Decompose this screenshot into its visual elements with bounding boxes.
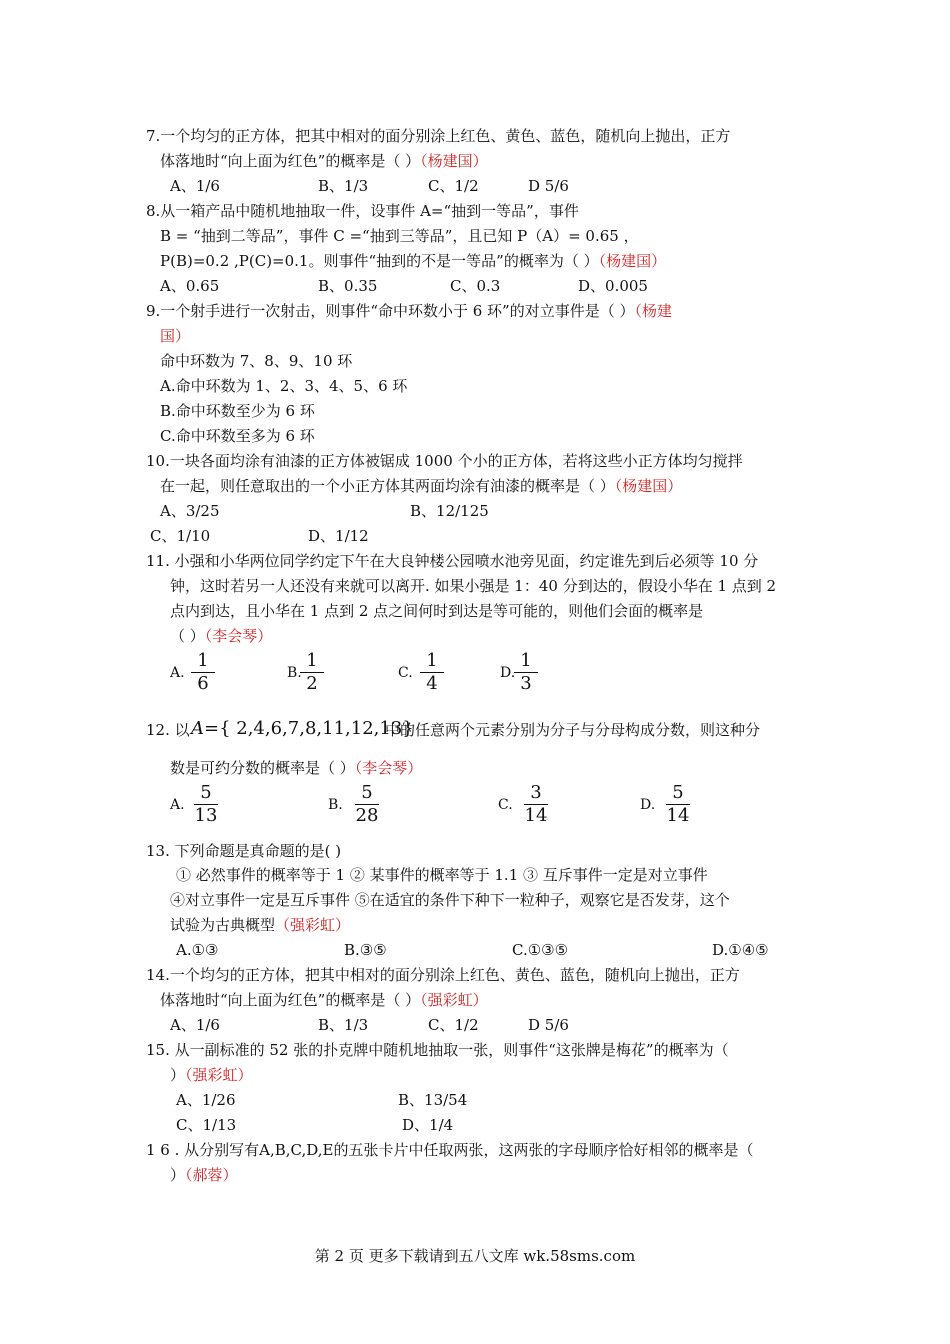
numerator: 5 [355, 783, 379, 805]
q15-option-a: A、1/26 [176, 1091, 236, 1109]
q15-author: （强彩虹） [185, 1066, 253, 1084]
q11-label-a: A. [170, 665, 185, 681]
q9-option-a: A.命中环数为 1、2、3、4、5、6 环 [160, 377, 408, 395]
q16-line1: 1 6 . 从分别写有A,B,C,D,E的五张卡片中任取两张，这两张的字母顺序恰好相邻的概率是（ [146, 1141, 754, 1159]
q12-set-body: ={ 2,4,6,7,8,11,12,13} [204, 718, 414, 739]
q15-line1: 15. 从一副标准的 52 张的扑克牌中随机地抽取一张，则事件“这张牌是梅花”的概率为（ [146, 1041, 729, 1059]
q12-label-b: B. [328, 797, 343, 813]
q12-line1-rest: 中的任意两个元素分别为分子与分母构成分数，则这种分 [385, 721, 761, 739]
q10-option-c: C、1/10 [150, 527, 211, 545]
numerator: 1 [514, 651, 538, 673]
q8-line3: P(B)=0.2 ,P(C)=0.1。则事件“抽到的不是一等品”的概率为（ ）（杨建国） [160, 252, 667, 270]
denominator: 28 [355, 805, 379, 826]
q13-option-d: D.①④⑤ [712, 941, 769, 959]
q14-option-d: D 5/6 [528, 1016, 569, 1034]
q15-line2: ）（强彩虹） [170, 1066, 253, 1084]
q12-prefix: 12. 以 [146, 721, 190, 739]
q11-line2: 钟，这时若另一人还没有来就可以离开. 如果小强是 1：40 分到达的，假设小华在 1 点到 2 [170, 577, 777, 595]
q10-option-d: D、1/12 [308, 527, 369, 545]
q10-option-b: B、12/125 [410, 502, 489, 520]
page-footer: 第 2 页 更多下载请到五八文库 wk.58sms.com [314, 1247, 636, 1265]
q8-option-d: D、0.005 [578, 277, 648, 295]
q10-author: （杨建国） [614, 477, 683, 495]
q12-label-a: A. [170, 797, 185, 813]
q13-option-b: B.③⑤ [344, 941, 387, 959]
q9-author: （杨建 [634, 302, 673, 320]
q13-option-a: A.①③ [176, 941, 219, 959]
q12-line2: 数是可约分数的概率是（ ）（李会琴） [170, 759, 423, 777]
numerator: 1 [191, 651, 215, 673]
q11-line1: 11. 小强和小华两位同学约定下午在大良钟楼公园喷水池旁见面，约定谁先到后必须等 10 分 [146, 552, 759, 570]
q13-author: （强彩虹） [275, 916, 351, 934]
q14-author: （强彩虹） [420, 991, 488, 1009]
denominator: 14 [524, 805, 548, 826]
q13-line2: ① 必然事件的概率等于 1 ② 某事件的概率等于 1.1 ③ 互斥事件一定是对立事件 [176, 866, 708, 884]
q14-line1: 14.一个均匀的正方体，把其中相对的面分别涂上红色、黄色、蓝色，随机向上抛出，正方 [146, 966, 740, 984]
q8-option-a: A、0.65 [160, 277, 220, 295]
q7-line1: 7.一个均匀的正方体，把其中相对的面分别涂上红色、黄色、蓝色，随机向上抛出，正方 [146, 127, 731, 145]
q11-fraction-b [300, 651, 324, 694]
q8-option-b: B、0.35 [318, 277, 378, 295]
q11-fraction-c [420, 651, 444, 694]
denominator: 3 [520, 673, 532, 694]
q15-option-b: B、13/54 [398, 1091, 468, 1109]
q13-line1: 13. 下列命题是真命题的是( ) [146, 842, 342, 860]
q7-option-b: B、1/3 [318, 177, 369, 195]
q7-option-a: A、1/6 [170, 177, 220, 195]
q9-option-1: 命中环数为 7、8、9、10 环 [160, 352, 353, 370]
q11-label-c: C. [398, 665, 413, 681]
q14-option-b: B、1/3 [318, 1016, 369, 1034]
q8-line2: B = “抽到二等品”，事件 C =“抽到三等品”，且已知 P（A）= 0.65 ， [160, 227, 639, 245]
q10-option-a: A、3/25 [160, 502, 220, 520]
q12-set-expression [191, 717, 414, 741]
q12-label-d: D. [640, 797, 656, 813]
denominator: 14 [666, 805, 690, 826]
q16-line2: ）（郝蓉） [170, 1166, 238, 1184]
q8-option-c: C、0.3 [450, 277, 501, 295]
q12-fraction-b [355, 783, 379, 826]
q13-option-c: C.①③⑤ [512, 941, 569, 959]
q11-label-d: D. [500, 665, 516, 681]
q7-author: （杨建国） [420, 152, 488, 170]
q12-label-c: C. [498, 797, 513, 813]
q10-line2: 在一起，则任意取出的一个小正方体其两面均涂有油漆的概率是（ ）（杨建国） [160, 477, 683, 495]
q8-line1: 8.从一箱产品中随机地抽取一件，设事件 A=“抽到一等品”，事件 [146, 202, 579, 220]
q14-option-a: A、1/6 [170, 1016, 220, 1034]
q16-author: （郝蓉） [185, 1166, 238, 1184]
q15-option-c: C、1/13 [176, 1116, 237, 1134]
q9-option-b: B.命中环数至少为 6 环 [160, 402, 315, 420]
numerator: 5 [194, 783, 218, 805]
q11-line3: 点内到达，且小华在 1 点到 2 点之间何时到达是等可能的，则他们会面的概率是 [170, 602, 704, 620]
q12-set-var: A [191, 718, 204, 739]
numerator: 1 [420, 651, 444, 673]
denominator: 2 [306, 673, 318, 694]
q14-option-c: C、1/2 [428, 1016, 479, 1034]
numerator: 1 [300, 651, 324, 673]
q12-fraction-a [194, 783, 218, 826]
q9-author-cont: 国） [160, 327, 191, 345]
numerator: 5 [666, 783, 690, 805]
denominator: 4 [426, 673, 438, 694]
q12-author: （李会琴） [354, 759, 423, 777]
q11-line4: （ ）（李会琴） [170, 627, 273, 645]
q14-line2: 体落地时“向上面为红色”的概率是（ ）（强彩虹） [160, 991, 488, 1009]
q7-line2: 体落地时“向上面为红色”的概率是（ ）（杨建国） [160, 152, 488, 170]
q7-option-d: D 5/6 [528, 177, 569, 195]
q11-fraction-d [514, 651, 538, 694]
q7-option-c: C、1/2 [428, 177, 479, 195]
q11-label-b: B. [287, 665, 302, 681]
numerator: 3 [524, 783, 548, 805]
q10-line1: 10.一块各面均涂有油漆的正方体被锯成 1000 个小的正方体，若将这些小正方体均匀搅拌 [146, 452, 743, 470]
q9-option-c: C.命中环数至多为 6 环 [160, 427, 315, 445]
q11-fraction-a [191, 651, 215, 694]
denominator: 13 [194, 805, 218, 826]
q15-option-d: D、1/4 [402, 1116, 454, 1134]
q12-fraction-d [666, 783, 690, 826]
denominator: 6 [197, 673, 209, 694]
q9-line1: 9.一个射手进行一次射击，则事件“命中环数小于 6 环”的对立事件是（ ）（杨建 [146, 302, 673, 320]
q11-author: （李会琴） [204, 627, 273, 645]
q12-fraction-c [524, 783, 548, 826]
q13-line4: 试验为古典概型（强彩虹） [170, 916, 351, 934]
q13-line3: ④对立事件一定是互斥事件 ⑤在适宜的条件下种下一粒种子，观察它是否发芽，这个 [170, 891, 730, 909]
q8-author: （杨建国） [598, 252, 667, 270]
